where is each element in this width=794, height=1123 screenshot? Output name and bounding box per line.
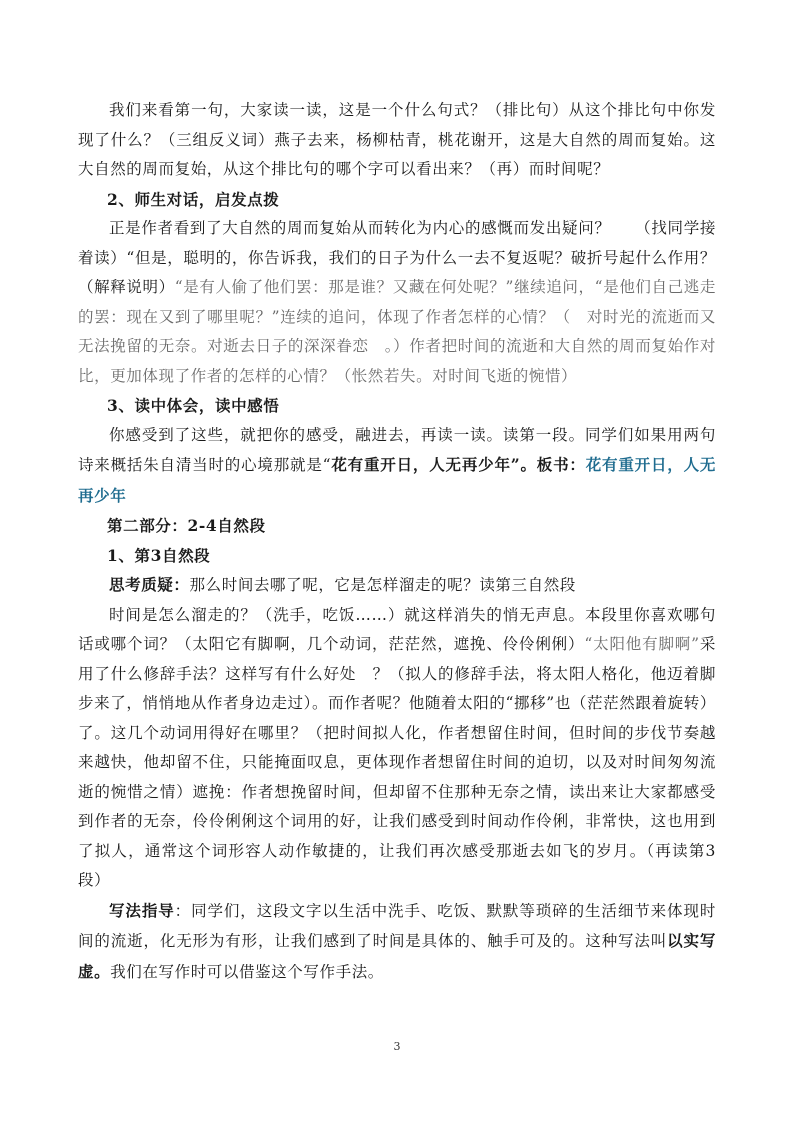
section-heading-reading: 3、读中体会，读中感悟 <box>107 396 280 415</box>
analysis-part-2: 采用了什么修辞手法？这样写有什么好处 ？（拟人的修辞手法，将太阳人格化，他迈着脚步来了，悄悄地从作者身边走过）。而作者呢？他随着太阳的“挪移”也（茫茫然跟着旋转）了。这几个动词用得好在哪里？（把时间拟人化，作者想留住时间，但时间的步伐节奏越来越快，他却留不住，只能掩面叹息，更体现作者想留住时间的迫切，以及对时间匆匆流逝的惋惜之情）遮挽：作者想挽留时间，但却留不住那种无奈之情，读出来让大家都感受到作者的无奈，伶伶俐俐这个词用的好，让我们感受到时间动作伶俐，非常快，这也用到了拟人，通常这个词形容人动作敏捷的，让我们再次感受那逝去如飞的岁月。（再读第3段） <box>78 635 716 889</box>
think-text: 那么时间去哪了呢，它是怎样溜走的呢？读第三自然段 <box>189 576 576 594</box>
document-body <box>78 96 716 987</box>
guide-tail: 我们在写作时可以借鉴这个写作手法。 <box>110 962 384 981</box>
dialogue-intro: 正是作者看到了大自然的周而复始从而转化为内心的感慨而发出疑问？ （找同学接着读） <box>78 219 716 267</box>
dialogue-quote-2: “是有人偷了他们罢：那是谁？又藏在何处呢？”继续追问，“是他们自己逃走的罢：现在又到了哪里呢？”连续的追问，体现了作者怎样的心情？（ 对时光的流逝而又无法挽留的无奈。对逝去日子的深深眷恋 。）作者把时间的流逝和大自然的周而复始作对比，更加体现了作者的怎样的心情？（怅然若失。对时间飞逝的惋惜） <box>78 278 716 385</box>
guide-emphasis: 以实写虚。 <box>78 931 716 981</box>
paragraph-first-sentence: 我们来看第一句，大家读一读，这是一个什么句式？（排比句）从这个排比句中你发现了什么？（三组反义词）燕子去来，杨柳枯青，桃花谢开，这是大自然的周而复始。这大自然的周而复始，从这个排比句的哪个字可以看出来？（再）而时间呢？ <box>78 101 716 178</box>
section-heading-paragraph-3: 1、第3自然段 <box>107 545 211 565</box>
analysis-part-1: 时间是怎么溜走的？（洗手，吃饭……）就这样消失的悄无声息。本段里你喜欢哪句话或哪个词？（太阳它有脚啊，几个动词，茫茫然，遮挽、伶伶俐俐） <box>78 605 716 653</box>
guide-text: ：同学们，这段文字以生活中洗手、吃饭、默默等琐碎的生活细节来体现时间的流逝，化无形为有形，让我们感到了时间是具体的、触手可及的。这种写法叫 <box>78 901 716 950</box>
guide-label: 写法指导 <box>109 900 175 920</box>
paragraph-analysis <box>78 601 716 896</box>
blackboard-poem: 花有重开日，人无再少年 <box>78 455 716 505</box>
section-heading-dialogue: 2、师生对话，启发点拨 <box>107 189 280 209</box>
poem-quote: 花有重开日，人无再少年 <box>331 455 511 474</box>
paragraph-dialogue <box>78 214 716 391</box>
paragraph-writing-guide <box>78 896 716 988</box>
reading-intro: 你感受到了这些，就把你的感受，融进去，再读一读。读第一段。同学们如果用两句诗来概括朱自清当时的心境那就是“ <box>78 425 716 474</box>
part-two-heading: 第二部分：2-4自然段 <box>107 516 266 535</box>
analysis-quote: “太阳他有脚啊” <box>584 635 700 653</box>
page-number: 3 <box>393 1040 401 1053</box>
dialogue-quote-1: “但是，聪明的，你告诉我，我们的日子为什么一去不复返呢？破折号起什么作用？（解释说明） <box>78 248 716 296</box>
blackboard-label: ”。板书： <box>510 455 586 474</box>
think-label: 思考质疑： <box>109 575 190 594</box>
paragraph-think <box>78 570 716 601</box>
paragraph-reading <box>78 421 716 512</box>
